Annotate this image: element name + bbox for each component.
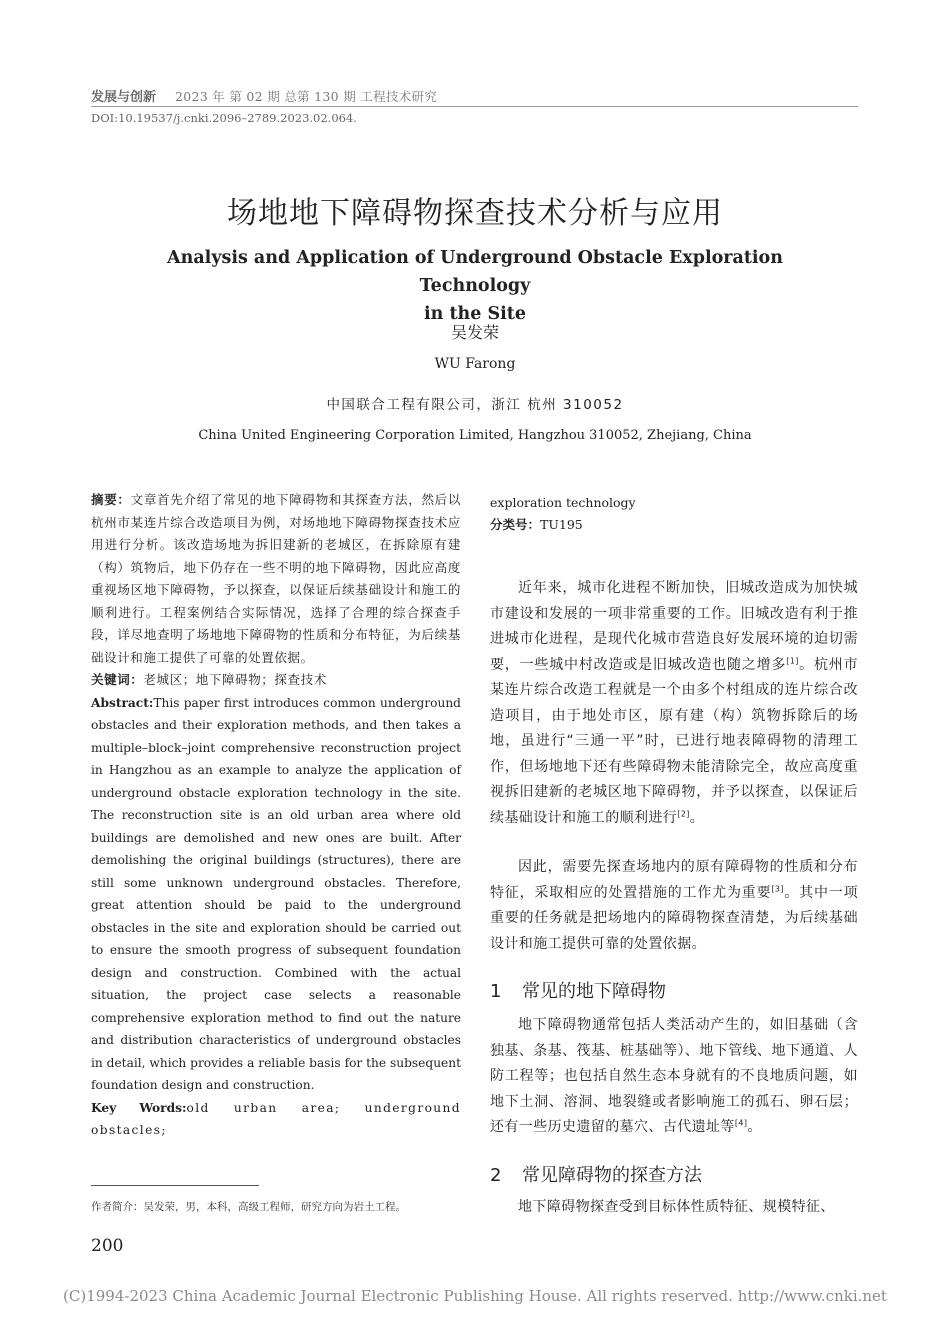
intro-p2-text-a: 因此，需要先探查场地内的原有障碍物的性质和分布特征，采取相应的处置措施的工作尤为重要: [490, 859, 858, 901]
intro-p1-text-c: 。: [689, 809, 705, 826]
keywords-cn: [91, 669, 461, 692]
keywords-en-text: old urban area; underground obstacles;: [91, 1100, 462, 1137]
section-1-title: 常见的地下障碍物: [522, 981, 666, 1002]
keywords-cn-text: 老城区；地下障碍物；探查技术: [143, 672, 327, 687]
intro-p1-text-b: 。杭州市某连片综合改造工程就是一个由多个村组成的连片综合改造项目，由于地处市区，原有建（构）筑物拆除后的场地，虽进行“三通一平”时，已进行地表障碍物的清理工作，但场地地下还有些障碍物未能清除完全，故应高度重视拆旧建新的老城区地下障碍物，并予以探查，以保证后续基础设计和施工的顺利进行: [490, 656, 858, 826]
abstract-en-text: This paper first introduces common underground obstacles and their exploration methods, and then takes a multiple–block–joint comprehensive reconstruction project in Hangzhou as an example to analyze the application of underground obstacle exploration technology in the site. The reconstruction site is an old urban area where old buildings are demolished and new ones are built. After demolishing the original buildings (structures), there are still some unknown underground obstacles. Therefore, great attention should be paid to the underground obstacles in the site and exploration should be carried out to ensure the smooth progress of subsequent foundation design and construction. Combined with the actual situation, the project case selects a reasonable comprehensive exploration method to find out the nature and distribution characteristics of underground obstacles in detail, which provides a reliable basis for the subsequent foundation design and construction.: [91, 695, 461, 1092]
section-2-number: 2: [490, 1165, 502, 1186]
intro-paragraph-2: [490, 855, 858, 957]
section-1-text-a: 地下障碍物通常包括人类活动产生的，如旧基础（含独基、条基、筏基、桩基础等）、地下管线、地下通道、人防工程等；也包括自然生态本身就有的不良地质问题，如地下土洞、溶洞、地裂缝或者影响施工的孤石、卵石层；还有一些历史遗留的墓穴、古代遗址等: [490, 1017, 858, 1135]
doi: DOI:10.19537/j.cnki.2096–2789.2023.02.064.: [91, 111, 357, 125]
section-1-paragraph: [490, 1013, 858, 1141]
abstract-en: [91, 692, 461, 1097]
author-cn: 吴发荣: [450, 323, 499, 342]
title-en-line1: Analysis and Application of Underground Obstacle Exploration Technology: [167, 248, 783, 296]
citation-4: [4]: [734, 1118, 748, 1128]
abstract-cn-label: 摘要：: [91, 492, 131, 507]
title-cn: 场地地下障碍物探查技术分析与应用: [227, 196, 723, 231]
section-1-heading: [490, 977, 858, 1003]
classification-label: 分类号：: [490, 517, 541, 532]
keywords-en-label: Key Words:: [91, 1100, 187, 1115]
author-footnote: 作者简介：吴发荣，男，本科，高级工程师，研究方向为岩土工程。: [91, 1201, 406, 1213]
abstract-en-label: Abstract:: [91, 695, 154, 710]
page-number: 200: [91, 1236, 124, 1256]
section-1-number: 1: [490, 981, 502, 1002]
section-2-title: 常见障碍物的探查方法: [522, 1165, 702, 1186]
keywords-en: [91, 1097, 461, 1142]
abstract-cn: [91, 489, 461, 669]
title-en-line2: in the Site: [423, 304, 526, 324]
keywords-cn-label: 关键词：: [91, 672, 144, 687]
section-1-text-b: 。: [747, 1119, 762, 1135]
intro-paragraph-1: [490, 576, 858, 831]
keywords-continued: [490, 492, 858, 536]
citation-1: [1]: [786, 655, 799, 665]
citation-2: [2]: [677, 808, 690, 818]
classification-value: TU195: [540, 517, 583, 532]
classification: [490, 514, 858, 536]
section-2-heading: [490, 1161, 858, 1187]
intro-p1-text-a: 近年来，城市化进程不断加快，旧城改造成为加快城市建设和发展的一项非常重要的工作。旧城改造有利于推进城市化进程，是现代化城市营造良好发展环境的迫切需要，一些城中村改造或是旧城改造也随之增多: [490, 580, 858, 673]
citation-3: [3]: [771, 883, 784, 893]
section-2-text: 地下障碍物探查受到目标体性质特征、规模特征、: [518, 1199, 835, 1215]
issue-info: 2023 年 第 02 期 总第 130 期 工程技术研究: [175, 89, 438, 104]
copyright-notice: (C)1994-2023 China Academic Journal Electronic Publishing House. All rights reserved. http://www.cnki.net: [63, 1287, 887, 1305]
footnote-divider: [91, 1185, 259, 1186]
affiliation-cn: 中国联合工程有限公司，浙江 杭州 310052: [326, 397, 624, 413]
keywords-en-continued: exploration technology: [490, 495, 636, 510]
journal-name: 发展与创新: [91, 90, 157, 105]
abstract-cn-text: 文章首先介绍了常见的地下障碍物和其探查方法，然后以杭州市某连片综合改造项目为例，对场地地下障碍物探查技术应用进行分析。该改造场地为拆旧建新的老城区，在拆除原有建（构）筑物后，地下仍存在一些不明的地下障碍物，因此应高度重视场区地下障碍物，予以探查，以保证后续基础设计和施工的顺利进行。工程案例结合实际情况，选择了合理的综合探查手段，详尽地查明了场地地下障碍物的性质和分布特征，为后续基础设计和施工提供了可靠的处置依据。: [91, 492, 461, 665]
header-divider: [91, 106, 858, 107]
affiliation-en: China United Engineering Corporation Limited, Hangzhou 310052, Zhejiang, China: [198, 428, 752, 443]
section-2-paragraph: [490, 1195, 858, 1221]
abstract-column: [91, 489, 461, 1142]
title-en: [120, 244, 830, 328]
author-en: WU Farong: [434, 356, 516, 372]
intro-p2-text-b: 。其中一项重要的任务就是把场地内的障碍物探查清楚，为后续基础设计和施工提供可靠的处置依据。: [490, 884, 859, 952]
